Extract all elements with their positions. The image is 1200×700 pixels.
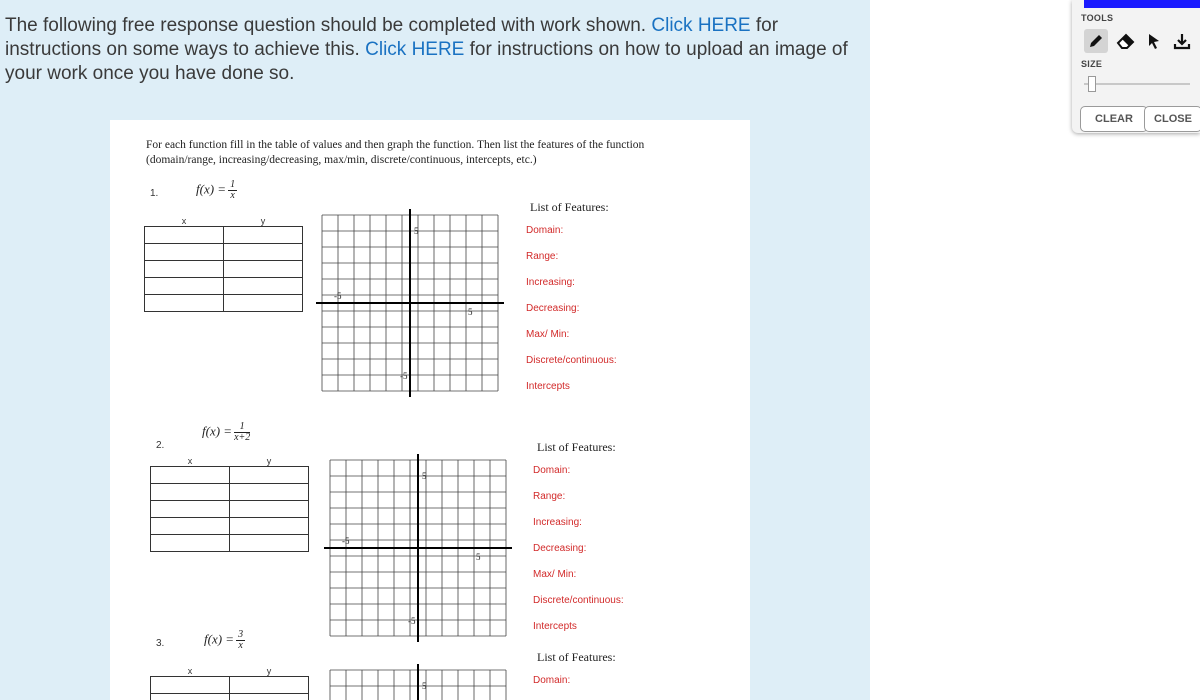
- table-row: [151, 518, 309, 535]
- table-header: x: [187, 455, 193, 466]
- table-row: [145, 227, 303, 244]
- clear-button[interactable]: CLEAR: [1080, 106, 1148, 132]
- table-cell[interactable]: [145, 244, 224, 261]
- coordinate-grid: [315, 208, 505, 398]
- function-formula: [196, 180, 237, 201]
- table-header: x: [181, 215, 187, 226]
- feature-label: Max/ Min:: [526, 329, 570, 340]
- feature-label: Decreasing:: [526, 303, 580, 314]
- pencil-icon[interactable]: [1084, 29, 1108, 53]
- values-table: [144, 215, 303, 312]
- feature-label: Increasing:: [526, 277, 575, 288]
- pointer-icon[interactable]: [1142, 29, 1166, 53]
- table-header: y: [260, 215, 266, 226]
- feature-label: Discrete/continuous:: [526, 355, 617, 366]
- fraction-denominator: x: [238, 640, 243, 651]
- table-cell[interactable]: [230, 501, 309, 518]
- features-title: List of Features:: [530, 200, 609, 214]
- function-formula: [202, 422, 250, 443]
- function-label: f(x) =: [196, 181, 227, 197]
- coordinate-grid: [323, 453, 513, 643]
- table-cell[interactable]: [230, 677, 309, 694]
- table-cell[interactable]: [230, 535, 309, 552]
- feature-label: Range:: [533, 491, 566, 502]
- table-cell[interactable]: [145, 295, 224, 312]
- features-title: List of Features:: [537, 650, 616, 664]
- table-header: x: [187, 665, 193, 676]
- table-cell[interactable]: [151, 518, 230, 535]
- axis-label-left: -5: [342, 536, 350, 546]
- instructions-part2: for instructions on some ways to achieve this.: [5, 15, 779, 60]
- table-cell[interactable]: [230, 484, 309, 501]
- table-cell[interactable]: [145, 261, 224, 278]
- table-cell[interactable]: [145, 227, 224, 244]
- axis-label-left: -5: [334, 291, 342, 301]
- axis-label-top: 5: [422, 471, 427, 481]
- close-button[interactable]: CLOSE: [1144, 106, 1200, 132]
- function-formula: [204, 630, 245, 651]
- fraction-numerator: 1: [230, 179, 236, 190]
- size-label: SIZE: [1081, 59, 1103, 69]
- axis-label-right: 5: [476, 552, 481, 562]
- table-header: y: [266, 455, 272, 466]
- problem-number: 3.: [156, 638, 165, 649]
- feature-label: Intercepts: [526, 381, 570, 392]
- worksheet-intro: For each function fill in the table of values and then graph the function. Then list the features of the function (domain/range, increasing/decreasing, max/min, discrete/continuous, intercepts, etc.): [146, 139, 645, 166]
- coordinate-grid: [323, 663, 513, 700]
- table-cell[interactable]: [151, 677, 230, 694]
- worksheet-image: [110, 120, 750, 700]
- table-cell[interactable]: [224, 244, 303, 261]
- feature-label: Max/ Min:: [533, 569, 577, 580]
- table-cell[interactable]: [230, 694, 309, 700]
- table-row: [145, 244, 303, 261]
- axis-label-top: 5: [414, 226, 419, 236]
- feature-label: Intercepts: [533, 621, 577, 632]
- table-cell[interactable]: [224, 261, 303, 278]
- axis-label-right: 5: [468, 307, 473, 317]
- fraction-denominator: x: [230, 190, 235, 201]
- table-row: [145, 261, 303, 278]
- function-label: f(x) =: [202, 423, 233, 439]
- table-cell[interactable]: [224, 278, 303, 295]
- fraction-denominator: x+2: [234, 432, 251, 443]
- table-row: [151, 677, 309, 694]
- problem-number: 2.: [156, 440, 165, 451]
- function-fraction: [236, 630, 245, 651]
- function-fraction: [234, 422, 250, 443]
- feature-label: Domain:: [533, 465, 571, 476]
- axis-label-top: 5: [422, 681, 427, 691]
- instructions-link-1[interactable]: Click HERE: [651, 15, 751, 36]
- table-row: [145, 295, 303, 312]
- table-cell[interactable]: [224, 295, 303, 312]
- instructions-part3: for instructions on how to upload an image of your work once you have done so.: [5, 39, 848, 84]
- table-cell[interactable]: [145, 278, 224, 295]
- table-cell[interactable]: [151, 535, 230, 552]
- values-table: [150, 455, 309, 552]
- table-cell[interactable]: [230, 467, 309, 484]
- table-cell[interactable]: [151, 501, 230, 518]
- problem-number: 1.: [150, 188, 159, 199]
- features-title: List of Features:: [537, 440, 616, 454]
- download-icon[interactable]: [1170, 29, 1194, 53]
- values-table: [150, 665, 309, 700]
- table-cell[interactable]: [230, 518, 309, 535]
- size-slider-track[interactable]: [1084, 83, 1190, 85]
- table-header: y: [266, 665, 272, 676]
- fraction-numerator: 3: [238, 629, 244, 640]
- function-label: f(x) =: [204, 631, 235, 647]
- color-swatch[interactable]: [1084, 0, 1200, 8]
- table-cell[interactable]: [151, 694, 230, 700]
- fraction-numerator: 1: [234, 422, 250, 433]
- feature-label: Decreasing:: [533, 543, 587, 554]
- function-fraction: [228, 180, 237, 201]
- table-cell[interactable]: [224, 227, 303, 244]
- instructions-link-2[interactable]: Click HERE: [365, 39, 465, 60]
- table-row: [145, 278, 303, 295]
- table-row: [151, 501, 309, 518]
- table-row: [151, 694, 309, 700]
- instructions-part1: The following free response question should be completed with work shown.: [5, 15, 647, 36]
- eraser-icon[interactable]: [1114, 29, 1138, 53]
- table-row: [151, 467, 309, 484]
- feature-label: Increasing:: [533, 517, 582, 528]
- table-row: [151, 535, 309, 552]
- feature-label: Range:: [526, 251, 559, 262]
- tools-panel: [1072, 0, 1200, 133]
- feature-label: Discrete/continuous:: [533, 595, 624, 606]
- feature-label: Domain:: [533, 675, 571, 686]
- table-row: [151, 484, 309, 501]
- tools-label: TOOLS: [1081, 13, 1114, 23]
- instructions-text: [5, 14, 855, 86]
- axis-label-bottom: -5: [408, 616, 416, 626]
- size-slider-handle[interactable]: [1088, 76, 1096, 92]
- axis-label-bottom: -5: [400, 371, 408, 381]
- feature-label: Domain:: [526, 225, 564, 236]
- table-cell[interactable]: [151, 467, 230, 484]
- table-cell[interactable]: [151, 484, 230, 501]
